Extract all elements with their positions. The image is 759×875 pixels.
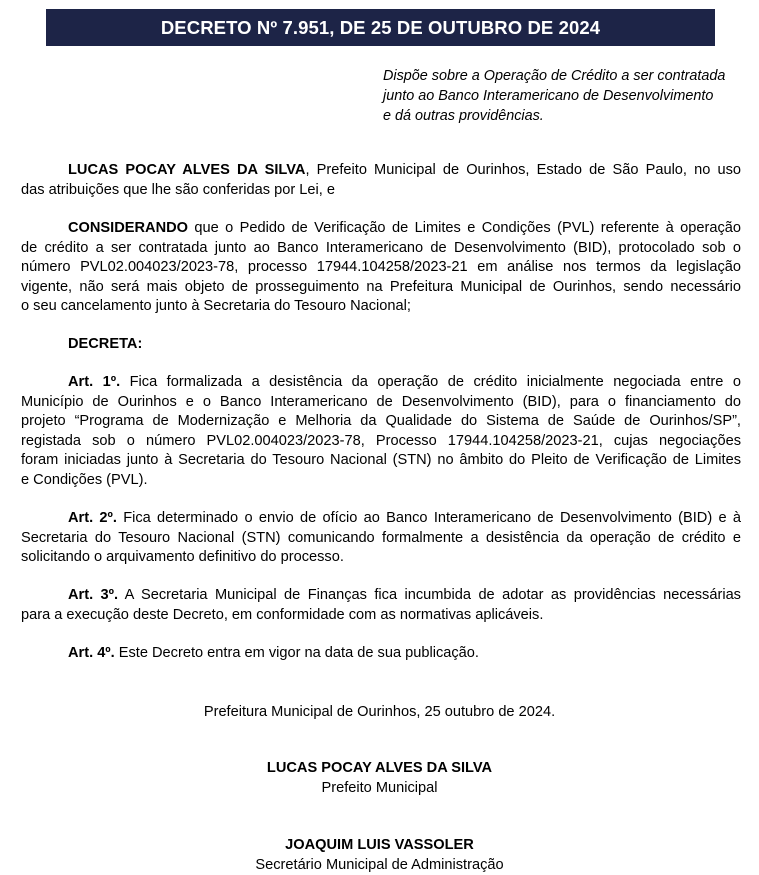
paragraph-line [21,373,741,393]
decreta-label: DECRETA: [68,336,143,352]
signature-block-mayor [0,758,759,798]
paragraph-line: para a execução deste Decreto, em conformidade com as normativas aplicáveis. [21,606,544,623]
paragraph-line: número PVL02.004023/2023-78, processo 17944.104258/2023-21 em análise nos termos da legislação [21,259,741,275]
paragraph-line: Município de Ourinhos e o Banco Interamericano de Desenvolvimento (BID), para o financiamento do [21,393,741,410]
decree-title: DECRETO Nº 7.951, DE 25 DE OUTUBRO DE 2024 [46,9,715,46]
paragraph-line [21,509,741,529]
signatory-name: LUCAS POCAY ALVES DA SILVA [266,760,493,776]
paragraph-text: Este Decreto entra em vigor na data de sua publicação. [114,645,479,661]
paragraph-line: de crédito a ser contratada junto ao Banco Interamericano de Desenvolvimento (BID), protocolado sob o [21,239,741,256]
article-label: Art. 4º. [68,645,115,661]
paragraph-line: e Condições (PVL). [21,471,148,488]
paragraph-line [21,219,741,239]
summary-line: junto ao Banco Interamericano de Desenvolvimento [383,88,714,104]
article-4 [21,644,741,664]
signatory-name: JOAQUIM LUIS VASSOLER [285,837,474,853]
paragraph-line: registada sob o número PVL02.004023/2023-78, Processo 17944.104258/2023-21, cujas negociações [21,432,741,449]
paragraph-line [21,644,741,664]
signatory-role: Prefeito Municipal [321,780,438,796]
paragraph-text: Fica formalizada a desistência da operação de crédito inicialmente negociada entre o [120,374,741,390]
paragraph-line: Secretaria do Tesouro Nacional (STN) comunicando formalmente a desistência da operação de crédito e [21,529,741,546]
decree-summary [383,66,753,126]
summary-line: Dispõe sobre a Operação de Crédito a ser contratada [383,68,726,84]
considerando-keyword: CONSIDERANDO [68,220,188,236]
paragraph-text: , Prefeito Municipal de Ourinhos, Estado de São Paulo, no uso [305,162,741,178]
paragraph-line [21,161,741,181]
signatory-role: Secretário Municipal de Administração [255,857,504,873]
mayor-name: LUCAS POCAY ALVES DA SILVA [68,162,306,178]
paragraph-line [21,586,741,606]
summary-line: e dá outras providências. [383,108,544,124]
preamble-paragraph [21,161,741,200]
considerando-paragraph [21,219,741,317]
decreta-paragraph [21,335,741,355]
paragraph-line: das atribuições que lhe são conferidas por Lei, e [21,181,335,198]
paragraph-line: solicitando o arquivamento definitivo do processo. [21,549,344,565]
paragraph-line: o seu cancelamento junto à Secretaria do Tesouro Nacional; [21,298,411,314]
article-3 [21,586,741,625]
paragraph-text: Fica determinado o envio de ofício ao Banco Interamericano de Desenvolvimento (BID) e à [116,510,741,526]
place-date: Prefeitura Municipal de Ourinhos, 25 outubro de 2024. [203,704,556,720]
paragraph-text: que o Pedido de Verificação de Limites e Condições (PVL) referente à operação [188,220,741,236]
article-2 [21,509,741,568]
paragraph-line: foram iniciadas junto à Secretaria do Tesouro Nacional (STN) no âmbito do Pleito de Verificação de Limites [21,452,741,468]
article-label: Art. 3º. [68,587,119,603]
paragraph-text: A Secretaria Municipal de Finanças fica incumbida de adotar as providências necessárias [118,587,741,603]
article-label: Art. 2º. [68,510,117,526]
signature-block-secretary [0,835,759,875]
article-1 [21,373,741,490]
paragraph-line: projeto “Programa de Modernização e Melhoria da Qualidade do Sistema de Saúde de Ourinhos/SP”, [21,413,741,429]
article-label: Art. 1º. [68,374,121,390]
paragraph-line: vigente, não será mais objeto de prosseguimento na Prefeitura Municipal de Ourinhos, sendo necessário [21,278,741,295]
